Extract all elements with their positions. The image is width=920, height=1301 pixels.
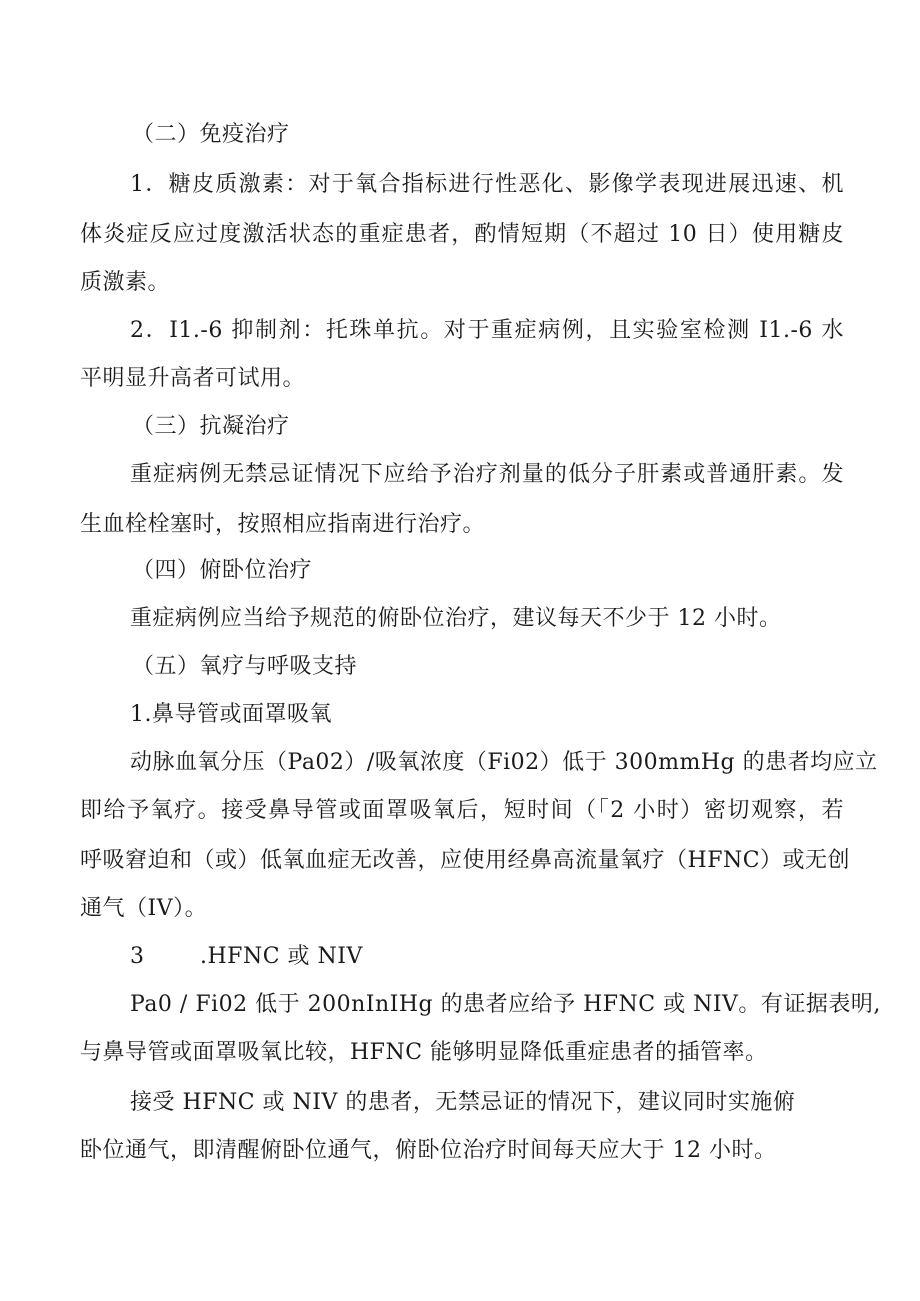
paragraph-hfnc-line-1: Pa0 / Fi02 低于 200nInIHg 的患者应给予 HFNC 或 NIV。有证据表明,: [130, 992, 881, 1017]
paragraph-oxygen-line-3: 呼吸窘迫和（或）低氧血症无改善，应使用经鼻高流量氧疗（HFNC）或无创: [80, 848, 851, 873]
paragraph-glucocorticoid-line-1: 1．糖皮质激素：对于氧合指标进行性恶化、影像学表现进展迅速、机: [130, 172, 844, 197]
paragraph-oxygen-line-1: 动脉血氧分压（Pa02）/吸氧浓度（Fi02）低于 300mmHg 的患者均应立: [130, 750, 878, 775]
paragraph-il6-line-2: 平明显升高者可试用。: [80, 366, 306, 391]
paragraph-anticoagulation-line-2: 生血栓栓塞时，按照相应指南进行治疗。: [80, 512, 486, 537]
subheading-nasal-cannula: 1.鼻导管或面罩吸氧: [130, 702, 332, 727]
paragraph-glucocorticoid-line-2: 体炎症反应过度激活状态的重症患者，酌情短期（不超过 10 日）使用糖皮: [80, 222, 844, 247]
paragraph-oxygen-line-2: 即给予氧疗。接受鼻导管或面罩吸氧后，短时间（「2 小时）密切观察，若: [80, 798, 844, 823]
subheading-hfnc-text: .HFNC 或 NIV: [200, 944, 363, 969]
paragraph-awake-prone-line-2: 卧位通气，即清醒俯卧位通气，俯卧位治疗时间每天应大于 12 小时。: [80, 1138, 777, 1163]
section-heading-oxygen-therapy: （五）氧疗与呼吸支持: [132, 654, 358, 679]
paragraph-oxygen-line-4: 通气（IV）。: [80, 896, 208, 921]
paragraph-hfnc-line-2: 与鼻导管或面罩吸氧比较，HFNC 能够明显降低重症患者的插管率。: [80, 1040, 768, 1065]
paragraph-awake-prone-line-1: 接受 HFNC 或 NIV 的患者，无禁忌证的情况下，建议同时实施俯: [130, 1090, 796, 1115]
paragraph-anticoagulation-line-1: 重症病例无禁忌证情况下应给予治疗剂量的低分子肝素或普通肝素。发: [130, 462, 844, 487]
section-heading-prone-position: （四）俯卧位治疗: [132, 558, 313, 583]
subheading-hfnc-number: 3: [130, 944, 145, 969]
section-heading-immune-therapy: （二）免疫治疗: [132, 122, 290, 147]
paragraph-il6-line-1: 2．I1.-6 抑制剂：托珠单抗。对于重症病例，且实验室检测 I1.-6 水: [130, 318, 844, 343]
subheading-hfnc-niv: [130, 942, 363, 972]
paragraph-glucocorticoid-line-3: 质激素。: [80, 270, 171, 295]
paragraph-prone-position: 重症病例应当给予规范的俯卧位治疗，建议每天不少于 12 小时。: [130, 606, 782, 631]
section-heading-anticoagulation: （三）抗凝治疗: [132, 414, 290, 439]
